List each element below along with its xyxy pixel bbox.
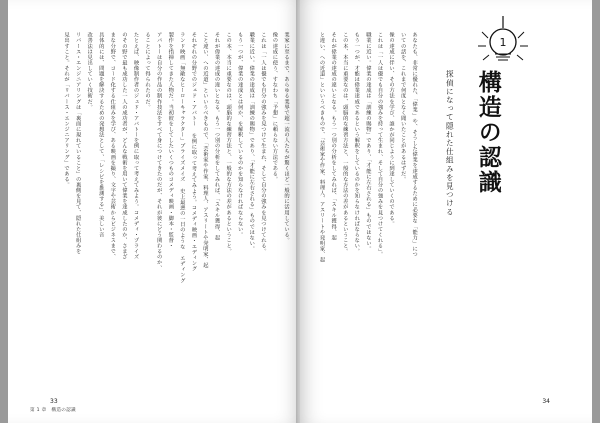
running-footer: 第 1 章 構造の認識 [30, 408, 76, 413]
text-column: リバース・エンジニアリングは「裏面に現れていること」の裏側を見て、隠れた仕組みを [74, 32, 81, 254]
text-column: まな分野で、コード化する仕組みを学び、ある映画を撮り、文字や芸術からビジネスまで、 [109, 32, 116, 260]
left-page-text-columns [22, 32, 290, 388]
page-number-left: 33 [50, 398, 58, 405]
text-column: 改善法は見出していく技術だ。 [86, 32, 93, 110]
text-column: これは「一人は優でも自分の強みを見つけて生まれ、そして自分の強みを見つけてれる。 [259, 32, 266, 254]
text-column: 製作を指揮してきた人物だ。当初彼をしてしたいくつものコメディ映画・脚本・監督・ [167, 32, 174, 249]
right-page [300, 0, 592, 423]
chapter-number: 1 [499, 36, 507, 49]
text-column: この本、本当に重要なのは、頭脳的な練習方法と、一般的な方法の差があるということ。 [341, 32, 348, 254]
chapter-heading-block [424, 14, 574, 344]
text-column: たとえば、映像制作者のジェド・アパトーを例に取って考えてみよう。コメディ・プライズ [132, 32, 139, 260]
text-column: と違い、への近道」といいうべきもので、「芸術家や作家、料理人、アスリートや発明家、起 [318, 32, 325, 263]
text-column: ランド映画「無敵なヒーローキャラクター」プライズメイズ 史上最悪の一日のような エディング [178, 32, 185, 284]
text-column: この本、本当に重要なのは、頭脳的な練習方法と、一般的な方法の差があるということ。 [225, 32, 232, 254]
text-column: もう一つが、才能は偉業達成であるという解釈をしているのかを知らなければならない。 [353, 32, 360, 254]
text-column: いての話を、これまで何度となく聞いたことがあるはずだ。 [399, 32, 406, 182]
text-column: あなたも、非常に優れた、「偉業」や、そうした偉業を達成するために必要な「能力」につ [411, 32, 418, 257]
text-column: 業家に至るまで、あらゆる業界で超一流の人たちが驚くほど一般的に活用している。 [283, 32, 289, 243]
page-number-right: 34 [542, 398, 550, 405]
text-column: 職業に近い。偉業の達成は「訓練の賜物」であり、「才能に左右される」ものではない。 [364, 32, 371, 252]
chapter-title: 構造の認識 [474, 70, 501, 195]
text-column: もう一つが、偉業の達成とは何か、を解釈しているのかを知らなければならない。 [236, 32, 243, 238]
text-column: こと違い、への近道」といいうべきもので、「芸術家や作家、料理人、アスリートや発明家、起 [201, 32, 208, 268]
text-column: 職業に近い。偉業の達成は「訓練の賜物」であり、「才能に左右される」ものではない。 [248, 32, 255, 252]
text-column: 像の達成に伴い、その方法を学び、誰かが同じように到達していくのである。 [388, 32, 395, 227]
left-page [8, 0, 300, 423]
text-column: それが偉業の達成の違いとなる。もう一つ別の分析をしてみれば、「スキル獲得、起 [330, 32, 337, 241]
text-column: アパトーは自分の作品の制作技法をすべて身につけてきたのだが、それが彼にどう関わるのか、 [155, 32, 162, 271]
text-column: 具体的には、問題を解決するための発想法として、「レシピを推測する」、美しい音 [97, 32, 104, 238]
text-column: 見出すこと。それが「リバース・エンジニアリング」である。 [63, 32, 70, 188]
text-column: それが偉業の達成の違いとなる。もう一つ別の分析をしてみれば、「スキル獲得、起 [213, 32, 220, 241]
right-page-text-columns [314, 32, 418, 368]
text-column: のその野で最も成功した一人の成功者が、どんな戦術を用いて偉業を達成したのか、さまざ [120, 32, 127, 260]
text-column: ることによって得られたのだ。 [144, 32, 151, 110]
text-column: これは「一人は優でも自分の強みを持って生まれ、そして自分の強みを見つけてくれる」。 [376, 32, 383, 257]
text-column: それぞれの分野でのジェド・アパトー を例に取って考えてみよう。コメディ映画・エディング [190, 32, 197, 272]
chapter-subtitle: 探偵になって隠れた仕組みを見つける [445, 70, 455, 217]
text-column: 像の達成に使う、すなわち「予想」に頼らない方法である。 [271, 32, 278, 182]
